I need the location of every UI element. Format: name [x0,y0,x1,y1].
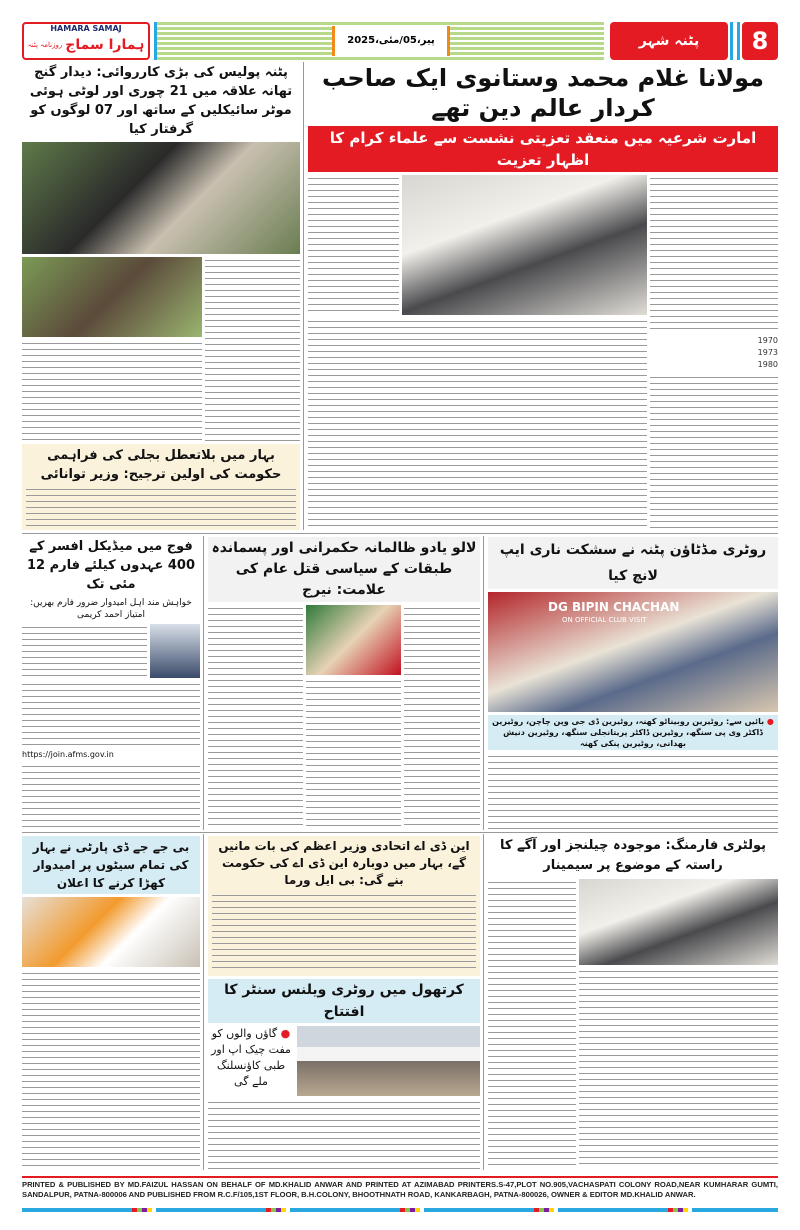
row-rule [22,533,778,534]
lalu-body-text [306,678,401,829]
poultry-photo-col [579,879,778,1169]
column-rule [483,536,484,830]
wellness-pullquote [208,1026,294,1096]
army-body-text [22,681,200,747]
lead-headline: مولانا غلام محمد وستانوی ایک صاحب کردار عالم دین تھے [322,64,764,122]
lead-body-right [650,175,778,530]
divider-y [730,22,740,60]
logo-ur-row [24,34,148,56]
police-body-text [205,257,300,441]
police-body-text [22,340,202,441]
column-rule [203,536,204,830]
army-headline: فوج میں میڈیکل افسر کے 400 عہدوں کیلئے فارم 12 مئی تک [26,539,196,592]
wellness-headline: کرتھول میں روٹری ویلنس سنٹر کا افتتاح [208,979,480,1023]
police-lower [22,257,300,441]
poultry-body [488,879,778,1169]
army-subheadline: خواہش مند اہل امیدوار ضرور فارم بھریں: امتیاز احمد کریمی [30,598,192,620]
power-story [22,444,300,530]
poultry-story [488,836,778,1169]
column-rule [483,834,484,1170]
police-photo-1 [22,142,300,254]
footer-imprint: PRINTED & PUBLISHED BY MD.FAIZUL HASSAN ON BEHALF OF MD.KHALID ANWAR AND PRINTED AT AZIMABAD PRINTERS.S-47,PLOT NO.905,VACHASPATI COLONY ROAD,NEAR KUMHARAR GUMTI, SANDALPUR, PATNA-800006 AND PUBLISHED FROM R.C.F/105,1ST FLOOR, B.H.COLONY, BHOOTHNATH ROAD, KANKARBAGH, PATNA-800026, OWNER & EDITOR MD.KHALID ANWAR. [22,1180,778,1199]
person-photo [150,624,200,678]
nda-body-text [212,892,476,972]
footer-rule [22,1176,778,1178]
wellness-body-text [208,1099,480,1169]
lalu-photo [306,605,401,675]
lalu-body-text [404,605,480,829]
rotary-photo [488,592,778,712]
poultry-body-text [579,968,778,1169]
lalu-headline: لالو یادو ظالمانہ حکمرانی اور پسماندہ طبقات کے سیاسی قتل عام کی علامت: نیرج [208,537,480,602]
lead-body-text [650,374,778,531]
rotary-caption-text: بائیں سے: روٹیرین روبیناٹو کھنہ، روٹیرین ڈی جی وپن چاچن، روٹیرین ڈاکٹر وی پی سنگھ، روٹیرین ڈاکٹر پریتانجلی سنگھ، روٹیرین دنیش بھدانی، روٹیرین پنکی کھنہ [492,717,765,748]
row-rule [22,832,778,833]
rotary-caption [488,715,778,750]
masthead [22,22,778,60]
page-number: 8 [742,22,778,60]
left-top-column [22,63,300,530]
logo [22,22,150,60]
middle-bottom-column [208,836,480,1169]
lead-body-years: 1970 1973 1980 [650,335,778,371]
header-band [154,22,604,60]
poultry-body-text [488,879,576,1169]
army-photo-row [22,624,200,678]
poultry-headline: پولٹری فارمنگ: موجودہ چیلنجز اور آگے کا راستہ کے موضوع پر سیمینار [500,838,766,873]
nda-story [208,836,480,976]
police-lower-left [22,257,202,441]
bjjd-story [22,836,200,1169]
lead-subheadline: امارت شرعیہ میں منعقد تعزیتی نشست سے علماء کرام کا اظہار تعزیت [308,126,778,172]
bjjd-photo [22,897,200,967]
police-photo-2 [22,257,202,337]
rotary-body-text [488,753,778,829]
lalu-body [208,605,480,829]
rotary-headline: روٹری مڈٹاؤن پٹنہ نے سشکت ناری ایپ لانچ کیا [488,537,778,589]
rotary-story [488,537,778,829]
footer-color-strip [22,1208,778,1212]
wellness-photo [297,1026,480,1096]
lead-story [308,63,778,530]
police-headline: پٹنہ پولیس کی بڑی کارروائی: دیدار گنج تھانہ علاقہ میں 21 چوری اور لوٹی ہوئی موٹر سائیکلیں کے ساتھ اور 07 لوگوں کو گرفتار کیا [29,65,293,137]
lalu-story [208,537,480,829]
rotary-banner-sub: ON OFFICIAL CLUB VISIT [562,616,647,624]
wellness-photo-row [208,1026,480,1096]
power-body-text [26,486,296,526]
column-rule [203,834,204,1170]
lead-body-text [308,175,399,315]
lalu-photo-col [306,605,401,829]
lead-photo [402,175,647,315]
lalu-body-text [208,605,303,829]
section-label: پٹنہ شہر [610,22,728,60]
column-rule [303,62,304,530]
logo-sub: روزنامہ پٹنہ [27,41,63,49]
poultry-photo [579,879,778,965]
lead-photo-row [308,175,647,315]
lead-body [308,175,778,530]
logo-en: HAMARA SAMAJ [50,24,122,33]
bjjd-headline: بی جے جے ڈی پارٹی نے بہار کی تمام سیٹوں پر امیدوار کھڑا کرنے کا اعلان [22,836,200,894]
bullet-icon: ● [280,1027,291,1040]
army-link[interactable]: https://join.afms.gov.in [22,750,114,759]
army-body-text [22,763,200,829]
nda-headline: این ڈی اے اتحادی وزیر اعظم کی بات مانیں گے، بہار میں دوبارہ این ڈی اے کی حکومت بنے گی: بی ایل ورما [218,839,470,887]
bullet-icon: ● [766,717,774,726]
lead-body-text [308,318,647,530]
rotary-banner-text: DG BIPIN CHACHAN [548,600,680,614]
army-body-text [22,624,147,678]
army-story [22,537,200,829]
bjjd-body-text [22,970,200,1169]
date-box: پیر،05/مئی،2025 [332,26,450,56]
wellness-pullquote-text: گاؤں والوں کو مفت چیک اپ اور طبی کاؤنسلنگ ملے گی [211,1027,291,1088]
lead-body-left [308,175,647,530]
lead-body-text [650,175,778,332]
logo-ur: ہمارا سماج [65,37,145,53]
power-headline: بہار میں بلاتعطل بجلی کی فراہمی حکومت کی اولین ترجیح: وزیر توانائی [40,448,282,482]
